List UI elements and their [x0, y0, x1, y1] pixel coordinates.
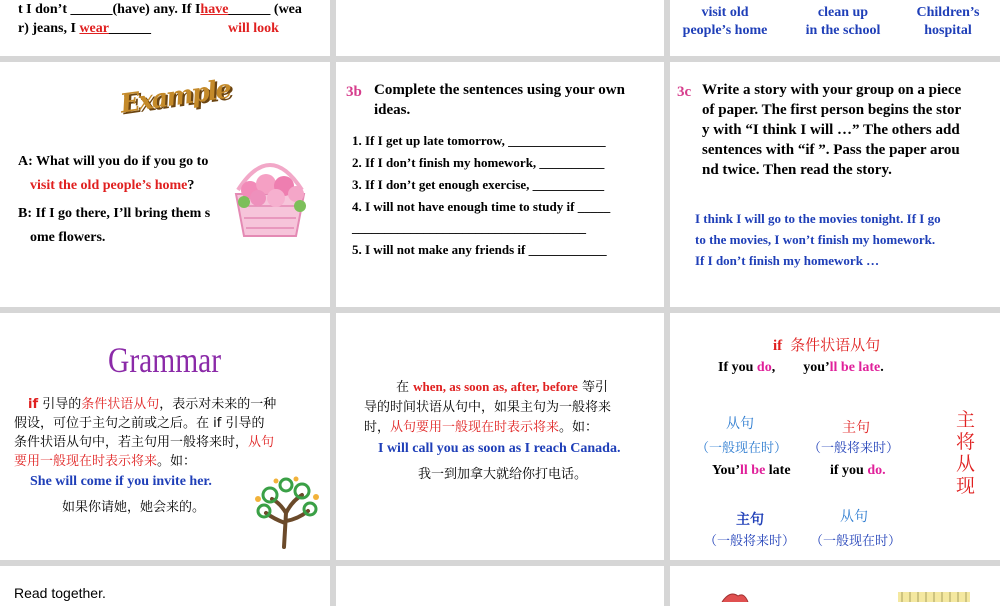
grammar-title: Grammar: [108, 340, 222, 380]
answer-have: have: [200, 2, 229, 17]
sentence-item-3: 3. If I don’t get enough exercise, ___________: [352, 177, 605, 192]
qa-line-b: B: If I go there, I’ll bring them s: [18, 206, 211, 221]
rule-example-2a: You’ll be late: [712, 463, 791, 478]
time-clause-explanation: 在 when, as soon as, after, before 等引 导的时间状语从句中，如果主句为一般将来 时，从句要用一般现在时表示将来。如：: [364, 379, 612, 435]
slide-bottom-right: [670, 566, 1000, 606]
tense-future-2: （一般将来时）: [704, 534, 796, 549]
side-note-vertical: 主将从现: [956, 409, 976, 497]
slide-3b: [336, 62, 664, 307]
slide-example: [0, 62, 330, 307]
option-visit-old: visit old people’s home: [682, 5, 768, 38]
slide-grammar: [0, 313, 330, 560]
rule-example-1: If you do, you’ll be late.: [718, 360, 884, 375]
slide-top-left: [0, 0, 330, 56]
time-clause-example-en: I will call you as soon as I reach Canada.: [378, 441, 621, 456]
calendar-icon: [898, 590, 970, 602]
qa-line-a2: visit the old people’s home?: [30, 178, 195, 193]
sentence-item-4-cont: ____________________________________: [352, 220, 586, 235]
slide-bottom-middle: [336, 566, 664, 606]
slide-3c: [670, 62, 1000, 307]
read-together-text: Read together.: [14, 585, 106, 601]
sentence-line-2: r) jeans, I wear______: [18, 21, 151, 36]
slide-top-right: [670, 0, 1000, 56]
tense-present-2: （一般现在时）: [810, 534, 902, 549]
exercise-number: 3c: [677, 84, 692, 100]
option-hospital: Children’s hospital: [916, 5, 980, 38]
answer-wear: wear: [79, 21, 109, 36]
grammar-example-cn: 如果你请她，她会来的。: [62, 500, 206, 515]
rule-title: if 条件状语从句: [773, 336, 881, 354]
sentence-line-1: t I don’t ______(have) any. If Ihave______ (wea: [18, 2, 302, 17]
label-clause: 从句: [726, 416, 754, 432]
rule-example-2b: if you do.: [830, 463, 886, 478]
clipart-icon: [720, 590, 750, 602]
label-main-2: 主句: [736, 512, 764, 528]
slide-bottom-left: [0, 566, 330, 606]
story-example: I think I will go to the movies tonight. If I go to the movies, I won’t finish my homework. If I don’t finish my homework …: [695, 211, 941, 268]
exercise-number: 3b: [346, 84, 362, 100]
sentence-item-5: 5. I will not make any friends if ____________: [352, 242, 607, 257]
time-clause-example-cn: 我一到加拿大就给你打电话。: [418, 467, 588, 482]
qa-line-b2: ome flowers.: [30, 230, 106, 245]
sentence-item-2: 2. If I don’t finish my homework, __________: [352, 155, 605, 170]
grammar-explanation: if 引导的条件状语从句，表示对未来的一种 假设，可位于主句之前或之后。在 if 引导的 条件状语从句中，若主句用一般将来时，从句 要用一般现在时表示将来。如：: [14, 397, 277, 469]
sentence-item-1: 1. If I get up late tomorrow, _______________: [352, 133, 606, 148]
qa-line-a: A: What will you do if you go to: [18, 154, 209, 169]
exercise-instruction: Complete the sentences using your own ideas.: [374, 82, 625, 118]
grammar-example-en: She will come if you invite her.: [30, 474, 212, 489]
label-main: 主句: [842, 420, 870, 436]
slide-if-rule: [670, 313, 1000, 560]
example-title: Example: [118, 74, 232, 120]
slide-time-clauses: [336, 313, 664, 560]
tense-present: （一般现在时）: [696, 441, 788, 456]
option-clean-up: clean up in the school: [805, 5, 881, 38]
flower-basket-icon: [228, 150, 312, 242]
sentence-item-4: 4. I will not have enough time to study if _____: [352, 199, 611, 214]
slide-top-middle: [336, 0, 664, 56]
answer-will-look: will look: [228, 21, 279, 36]
tense-future: （一般将来时）: [808, 441, 900, 456]
exercise-instruction: Write a story with your group on a piece of paper. The first person begins the stor y with “I think I will …” The others add sentences with “if ”. Pass the paper arou nd twice. Then read the story.: [702, 82, 962, 178]
tree-icon: [250, 473, 324, 549]
label-clause-2: 从句: [840, 509, 868, 525]
